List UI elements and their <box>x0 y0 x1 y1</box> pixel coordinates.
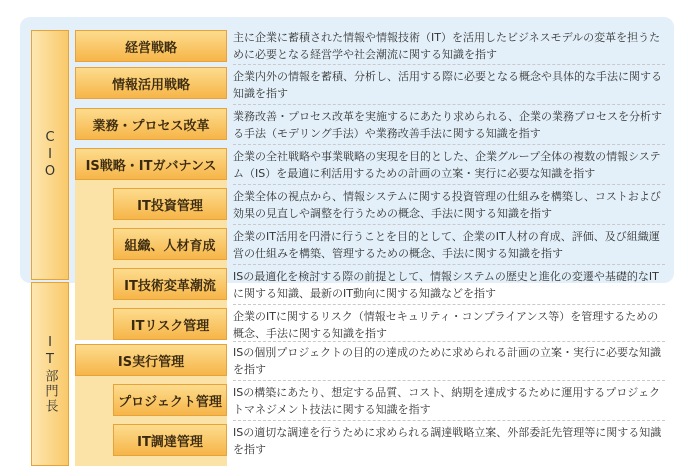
role-cio <box>31 30 69 280</box>
row-divider <box>233 144 665 145</box>
skill-desc-it-investment: 企業全体の視点から、情報システムに関する投資管理の仕組みを構築し、コストおよび効果の見直しや調整を行うための概念、手法に関する知識を指す <box>233 190 661 220</box>
row-divider <box>233 420 665 421</box>
skill-label-it-investment: IT投資管理 <box>113 188 227 220</box>
skill-label-it-risk: ITリスク管理 <box>113 308 227 340</box>
role-cio-label: CIO <box>42 129 58 181</box>
row-divider <box>233 224 665 225</box>
row-divider <box>233 264 665 265</box>
skill-label-is-execution: IS実行管理 <box>75 344 227 376</box>
skill-label-process-reform: 業務・プロセス改革 <box>75 108 227 140</box>
skill-desc-process-reform: 業務改善・プロセス改革を実施するにあたり求められる、企業の業務プロセスを分析する手法（モデリング手法）や業務改善手法に関する知識を指す <box>233 110 662 140</box>
skill-desc-management-strategy: 主に企業に蓄積された情報や情報技術（IT）を活用したビジネスモデルの変革を担うために必要となる経営学や社会潮流に関する知識を指す <box>233 31 661 61</box>
role-it-manager <box>31 282 69 466</box>
row-divider <box>233 64 665 65</box>
skill-desc-info-strategy: 企業内外の情報を蓄積、分析し、活用する際に必要となる概念や具体的な手法に関する知識を指す <box>233 70 662 100</box>
skill-label-it-procurement: IT調達管理 <box>113 424 227 456</box>
skill-desc-it-procurement: ISの適切な調達を行うために求められる調達戦略立案、外部委託先管理等に関する知識を指す <box>233 426 662 456</box>
skill-label-project-mgmt: プロジェクト管理 <box>113 384 227 416</box>
skill-label-info-strategy: 情報活用戦略 <box>75 67 227 99</box>
skill-desc-project-mgmt: ISの構築にあたり、想定する品質、コスト、納期を達成するために運用するプロジェクトマネジメント技法に関する知識を指す <box>233 386 661 416</box>
skill-desc-org-hr: 企業のIT活用を円滑に行うことを目的として、企業のIT人材の育成、評価、及び組織運営の仕組みを構築、管理するための概念、手法に関する知識を指す <box>233 230 660 260</box>
row-divider <box>233 380 665 381</box>
skill-label-management-strategy: 経営戦略 <box>75 30 227 62</box>
row-divider <box>233 341 665 342</box>
skill-desc-it-trends: ISの最適化を検討する際の前提として、情報システムの歴史と進化の変遷や基礎的なITに関する知識、最新のIT動向に関する知識などを指す <box>233 270 659 300</box>
skill-label-org-hr: 組織、人材育成 <box>113 228 227 260</box>
row-divider <box>233 184 665 185</box>
row-divider <box>233 104 665 105</box>
role-it-manager-label: IT部門長 <box>42 334 58 414</box>
skill-desc-is-strategy: 企業の全社戦略や事業戦略の実現を目的とした、企業グループ全体の複数の情報システム（IS）を最適に利活用するための計画の立案・実行に必要な知識を指す <box>233 150 661 180</box>
skill-desc-it-risk: 企業のITに関するリスク（情報セキュリティ・コンプライアンス等）を管理するための概念、手法に関する知識を指す <box>233 310 659 340</box>
skill-desc-is-execution: ISの個別プロジェクトの目的の達成のために求められる計画の立案・実行に必要な知識を指す <box>233 346 662 376</box>
row-divider <box>233 304 665 305</box>
skill-label-it-trends: IT技術変革潮流 <box>113 268 227 300</box>
skill-label-is-strategy: IS戦略・ITガバナンス <box>75 148 227 180</box>
